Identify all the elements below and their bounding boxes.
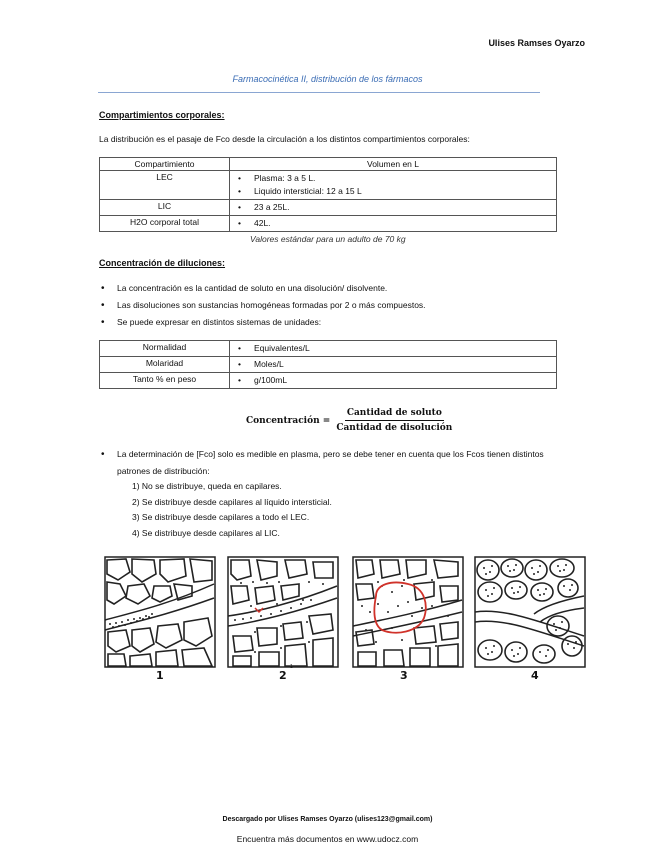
table-caption: Valores estándar para un adulto de 70 kg <box>250 234 406 244</box>
section-heading-compartments: Compartimientos corporales: <box>99 110 225 120</box>
table-header-cell: Compartimiento <box>100 158 230 171</box>
unit-name: Molaridad <box>100 357 230 373</box>
volume-item: • 23 a 25L. <box>234 201 552 214</box>
volume-item: • Liquido intersticial: 12 a 15 L <box>234 185 552 198</box>
list-item: • La concentración es la cantidad de soluto en una disolución/ disolvente. <box>99 280 559 297</box>
pattern-item: 3) Se distribuye desde capilares a todo el LEC. <box>132 512 310 522</box>
unit-value-item: • Moles/L <box>234 358 552 371</box>
table-row <box>100 341 557 357</box>
panel-label-4: 4 <box>531 669 539 682</box>
pattern-item: 2) Se distribuye desde capilares al líquido intersticial. <box>132 496 332 507</box>
panel-label-2: 2 <box>279 669 287 682</box>
table-row <box>100 373 557 389</box>
plasma-bullet <box>99 446 559 480</box>
table-row <box>100 216 557 232</box>
table-header-row <box>100 158 557 171</box>
compartment-name: LIC <box>100 200 230 216</box>
compartment-volume <box>230 200 557 216</box>
units-table <box>99 340 557 389</box>
compartment-name: H2O corporal total <box>100 216 230 232</box>
concentration-bullets <box>99 280 559 331</box>
table-row <box>100 171 557 200</box>
page-title: Farmacocinética II, distribución de los fármacos <box>232 74 423 84</box>
distribution-panel-3 <box>352 556 464 668</box>
section-heading-concentration: Concentración de diluciones: <box>99 258 226 268</box>
distribution-panel-1 <box>104 556 216 668</box>
concentration-formula <box>246 408 454 433</box>
unit-name: Normalidad <box>100 341 230 357</box>
table-row <box>100 357 557 373</box>
list-item: • Se puede expresar en distintos sistemas de unidades: <box>99 314 559 331</box>
formula-lhs: Concentración = <box>246 415 331 426</box>
table-header-cell: Volumen en L <box>230 158 557 171</box>
table-row <box>100 200 557 216</box>
list-item: • Las disoluciones son sustancias homogéneas formadas por 2 o más compuestos. <box>99 297 559 314</box>
list-item: • La determinación de [Fco] solo es medible en plasma, pero se debe tener en cuenta que los Fcos tienen distintos patrones de distribución: <box>99 446 559 480</box>
panel-label-3: 3 <box>400 669 408 682</box>
formula-denominator: Cantidad de disolución <box>336 423 453 433</box>
unit-name: Tanto % en peso <box>100 373 230 389</box>
site-link[interactable]: Encuentra más documentos en www.udocz.com <box>236 834 419 844</box>
distribution-panel-2 <box>227 556 339 668</box>
title-divider <box>98 92 540 93</box>
compartments-table <box>99 157 557 232</box>
author-name: Ulises Ramses Oyarzo <box>488 38 585 48</box>
unit-value <box>230 357 557 373</box>
pattern-item: 1) No se distribuye, queda en capilares. <box>132 481 282 491</box>
panel-label-1: 1 <box>156 669 164 682</box>
formula-numerator: Cantidad de soluto <box>345 408 444 421</box>
unit-value <box>230 341 557 357</box>
distribution-patterns-list <box>132 479 332 541</box>
intro-paragraph: La distribución es el pasaje de Fco desde la circulación a los distintos compartimientos corporales: <box>99 134 470 144</box>
pattern-item: 4) Se distribuye desde capilares al LIC. <box>132 527 280 538</box>
unit-value-item: • g/100mL <box>234 374 552 387</box>
compartment-volume <box>230 171 557 200</box>
download-credit: Descargado por Ulises Ramses Oyarzo (ulises123@gmail.com) <box>222 816 433 823</box>
compartment-volume <box>230 216 557 232</box>
formula-fraction <box>334 408 454 433</box>
panel-small-mark: 1 <box>290 664 293 670</box>
unit-value <box>230 373 557 389</box>
distribution-panel-4 <box>474 556 586 668</box>
volume-item: • Plasma: 3 a 5 L. <box>234 172 552 185</box>
compartment-name: LEC <box>100 171 230 200</box>
volume-item: • 42L. <box>234 217 552 230</box>
unit-value-item: • Equivalentes/L <box>234 342 552 355</box>
